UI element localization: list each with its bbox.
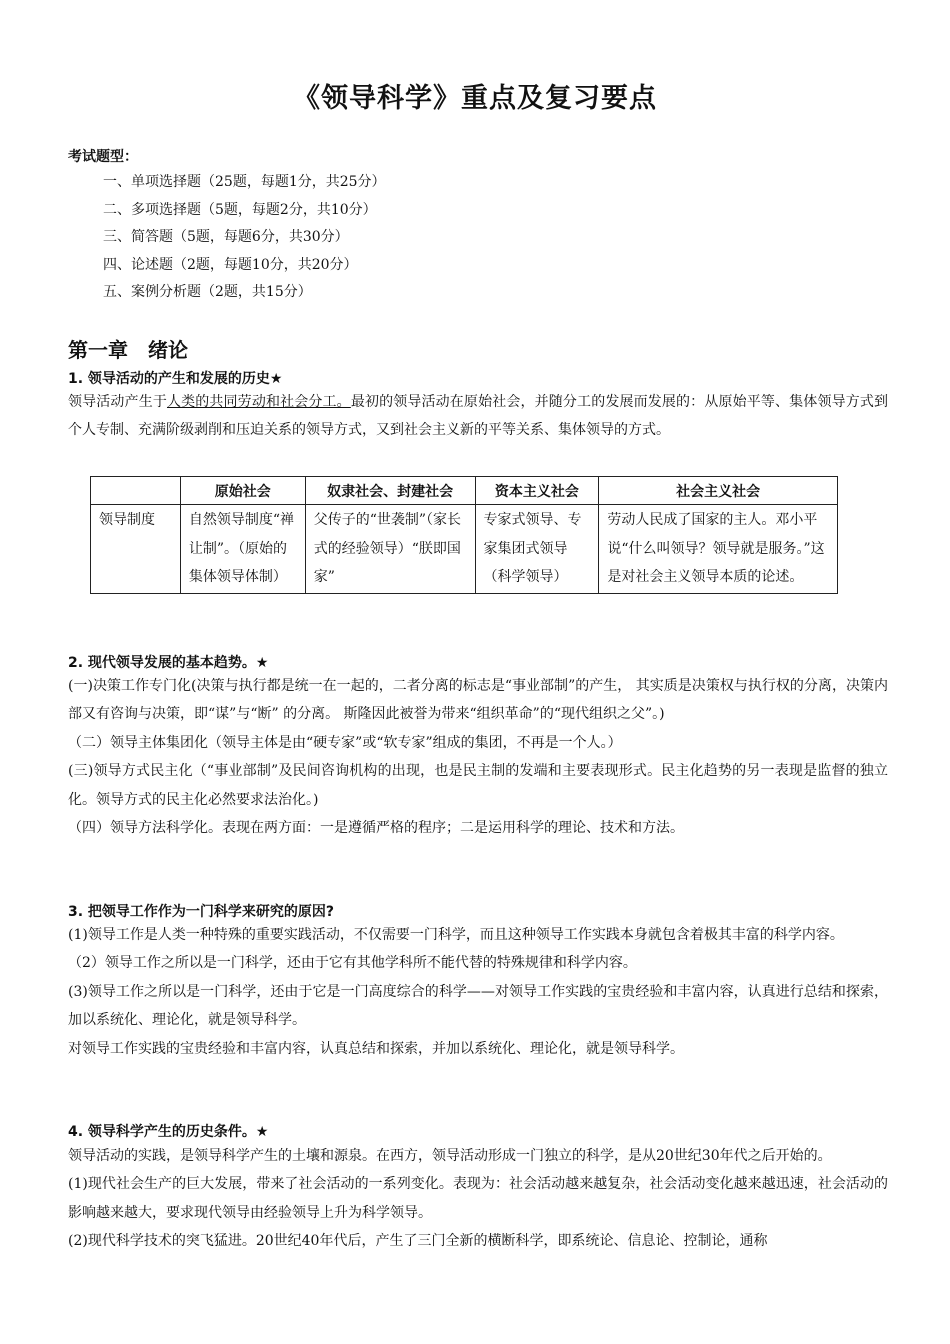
section-1-paragraph: 领导活动产生于人类的共同劳动和社会分工。最初的领导活动在原始社会，并随分工的发展而发展的：从原始平等、集体领导方式到个人专制、充满阶级剥削和压迫关系的领导方式，又到社会主义新的平等关系、集体领导的方式。 (68, 394, 889, 439)
paragraph: 对领导工作实践的宝贵经验和丰富内容，认真总结和探索，并加以系统化、理论化，就是领导科学。 (68, 1040, 684, 1057)
paragraph: (三)领导方式民主化（“事业部制”及民间咨询机构的出现，也是民主制的发端和主要表现形式。民主化趋势的另一表现是监督的独立化。领导方式的民主化必然要求法治化。) (68, 763, 888, 808)
table-header-cell: 社会主义社会 (599, 477, 838, 505)
exam-types-heading: 考试题型： (68, 149, 138, 165)
table-header-cell (91, 477, 181, 505)
section-heading-2: 2. 现代领导发展的基本趋势。★ (68, 655, 269, 671)
table-cell: 父传子的“世袭制”（家长式的经验领导）“朕即国家” (305, 505, 475, 594)
paragraph: （四）领导方法科学化。表现在两方面：一是遵循严格的程序；二是运用科学的理论、技术和方法。 (68, 820, 684, 837)
exam-types-list (103, 169, 923, 307)
section-3-body (68, 921, 888, 1063)
table-cell: 专家式领导、专家集团式领导（科学领导） (475, 505, 599, 594)
table-header-cell: 奴隶社会、封建社会 (305, 477, 475, 505)
underlined-text: 人类的共同劳动和社会分工。 (166, 394, 351, 410)
exam-type-item: 一、单项选择题（25题，每题1分，共25分） (103, 174, 386, 190)
table-cell: 自然领导制度“禅让制”。（原始的集体领导体制） (180, 505, 305, 594)
paragraph: (2)现代科学技术的突飞猛进。20世纪40年代后，产生了三门全新的横断科学，即系统论、信息论、控制论，通称 (68, 1233, 768, 1250)
chapter-title: 第一章 绪论 (68, 338, 188, 362)
paragraph: (1)现代社会生产的巨大发展，带来了社会活动的一系列变化。表现为：社会活动越来越复杂，社会活动变化越来越迅速，社会活动的影响越来越大，要求现代领导由经验领导上升为科学领导。 (68, 1176, 888, 1221)
section-heading-3: 3. 把领导工作作为一门科学来研究的原因? (68, 904, 335, 920)
exam-type-item: 三、简答题（5题，每题6分，共30分） (103, 229, 349, 246)
table-header-row (91, 477, 838, 505)
paragraph: (1)领导工作是人类一种特殊的重要实践活动，不仅需要一门科学，而且这种领导工作实践本身就包含着极其丰富的科学内容。 (68, 927, 844, 943)
section-heading-1: 1. 领导活动的产生和发展的历史★ (68, 371, 283, 387)
page-title: 《领导科学》重点及复习要点 (293, 83, 657, 114)
table-cell: 劳动人民成了国家的主人。邓小平说“什么叫领导？领导就是服务。”这是对社会主义领导本质的论述。 (599, 505, 838, 594)
exam-type-item: 二、多项选择题（5题，每题2分，共10分） (103, 201, 377, 218)
paragraph: (3)领导工作之所以是一门科学，还由于它是一门高度综合的科学——对领导工作实践的宝贵经验和丰富内容，认真进行总结和探索，加以系统化、理论化，就是领导科学。 (68, 983, 888, 1029)
section-2-body (68, 672, 888, 842)
section-heading-4: 4. 领导科学产生的历史条件。★ (68, 1124, 269, 1140)
exam-type-item: 五、案例分析题（2题，共15分） (103, 284, 312, 301)
leadership-history-table (90, 476, 838, 594)
paragraph: （二）领导主体集团化（领导主体是由“硬专家”或“软专家”组成的集团，不再是一个人。） (68, 734, 622, 751)
table-header-cell: 资本主义社会 (475, 477, 599, 505)
paragraph: 领导活动的实践，是领导科学产生的土壤和源泉。在西方，领导活动形成一门独立的科学，是从20世纪30年代之后开始的。 (68, 1148, 832, 1164)
exam-type-item: 四、论述题（2题，每题10分，共20分） (103, 256, 358, 273)
paragraph: （2）领导工作之所以是一门科学，还由于它有其他学科所不能代替的特殊规律和科学内容。 (68, 955, 637, 972)
section-4-body (68, 1142, 888, 1256)
table-header-cell: 原始社会 (180, 477, 305, 505)
table-row (91, 505, 838, 594)
paragraph: (一)决策工作专门化(决策与执行都是统一在一起的，二者分离的标志是“事业部制”的产生， 其实质是决策权与执行权的分离，决策内部又有咨询与决策，即“谋”与“断” 的分离。 斯隆因此被誉为带来“组织革命”的“现代组织之父”。) (68, 678, 888, 723)
table-cell: 领导制度 (91, 505, 181, 594)
